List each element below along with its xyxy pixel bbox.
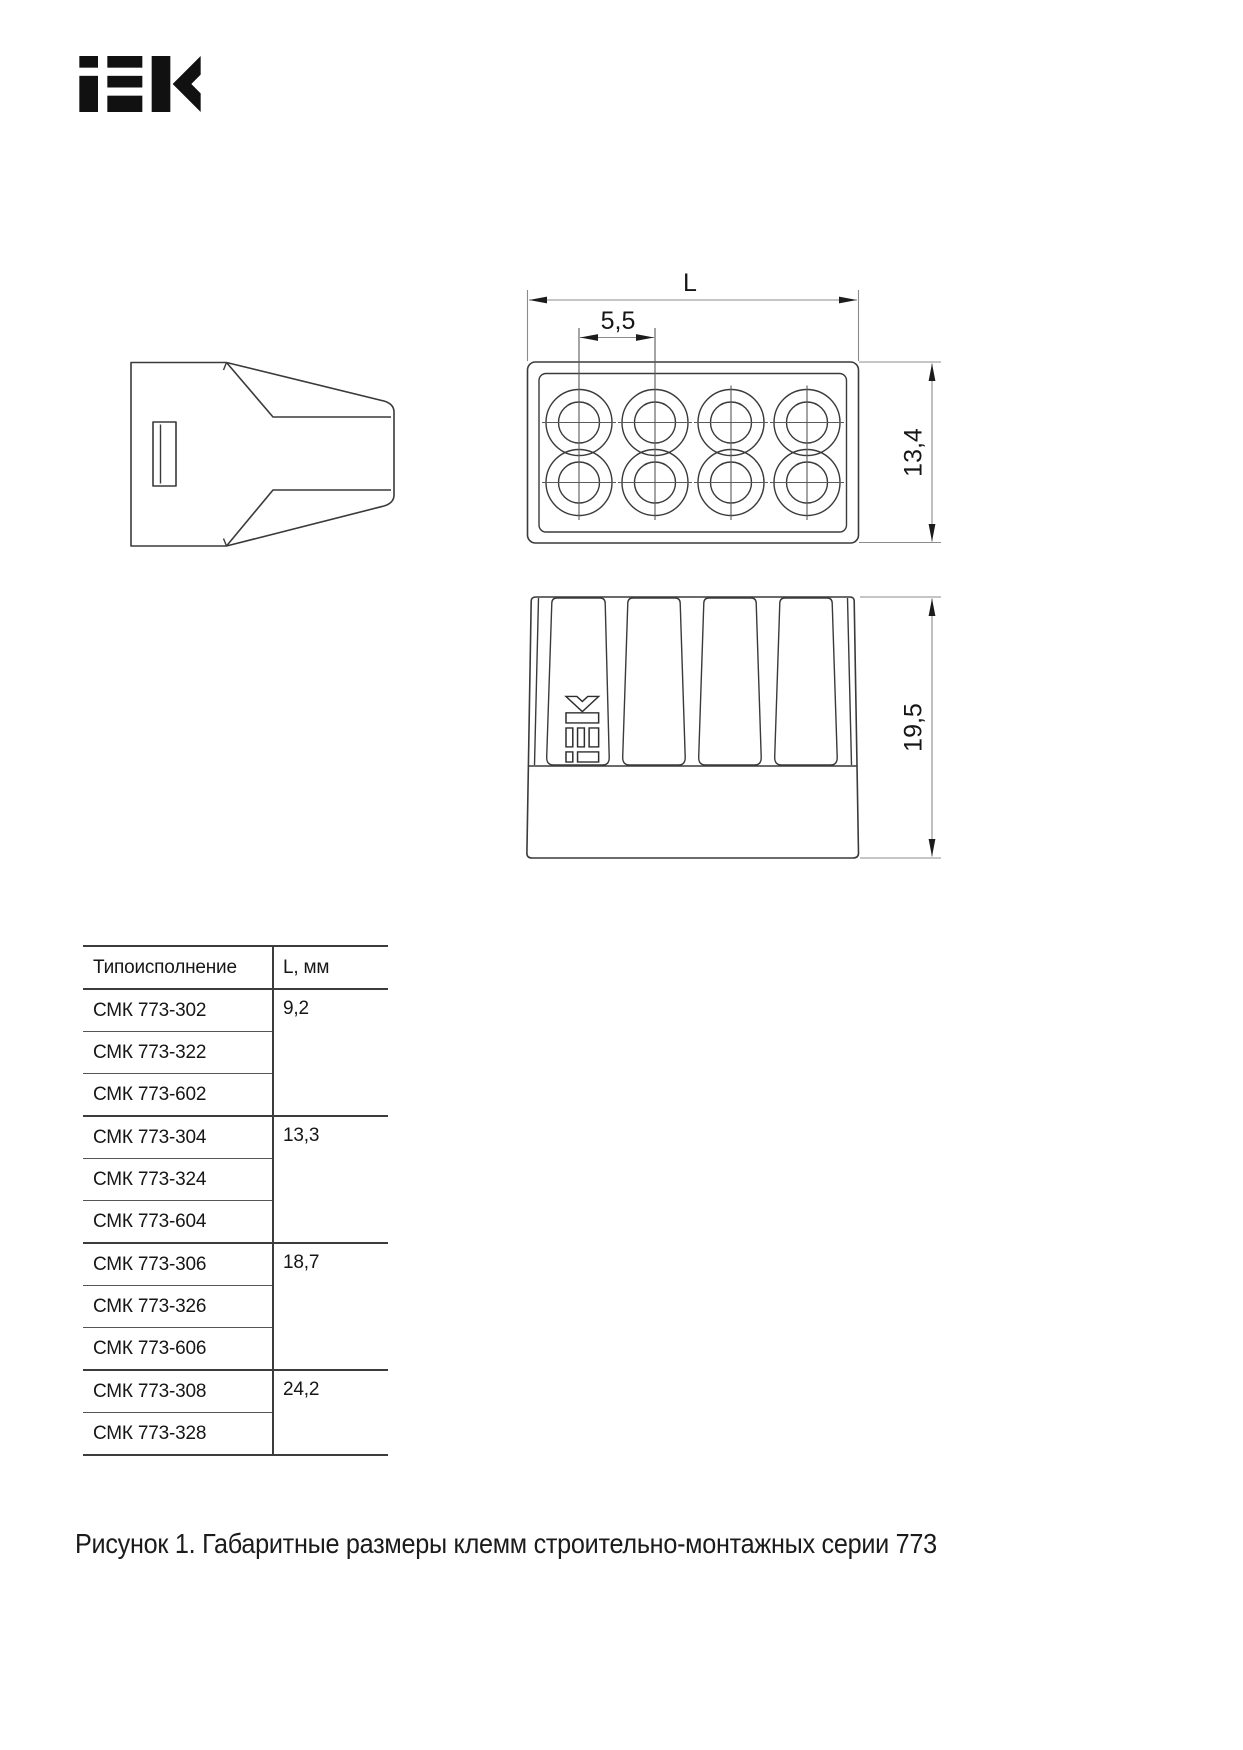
- table-row: [83, 1243, 388, 1286]
- table-row: [83, 1116, 388, 1159]
- table-row: [83, 1370, 388, 1413]
- front-view-drawing: [527, 597, 859, 858]
- wire-slot: [153, 422, 176, 486]
- dim-top-width-label: 13,4: [899, 428, 928, 477]
- dimension-top-width: [859, 362, 941, 543]
- model-cell: СМК 773-326: [83, 1286, 273, 1328]
- dim-front-height-label: 19,5: [899, 703, 928, 752]
- embossed-iek-logo: [566, 696, 599, 762]
- terminal-holes: [542, 328, 844, 520]
- dimension-hole-pitch: [580, 307, 654, 341]
- length-cell: 18,7: [273, 1243, 388, 1370]
- model-cell: СМК 773-306: [83, 1243, 273, 1286]
- dim-hole-pitch-label: 5,5: [600, 307, 636, 335]
- model-cell: СМК 773-308: [83, 1370, 273, 1413]
- length-cell: 13,3: [273, 1116, 388, 1243]
- model-cell: СМК 773-604: [83, 1201, 273, 1244]
- header-length: L, мм: [273, 946, 388, 989]
- top-view-drawing: [528, 328, 859, 543]
- dim-length-label: L: [683, 269, 697, 297]
- dimensions-table: [83, 945, 388, 1456]
- model-cell: СМК 773-304: [83, 1116, 273, 1159]
- side-view-drawing: [131, 363, 394, 547]
- model-cell: СМК 773-602: [83, 1074, 273, 1117]
- dimension-length: [528, 269, 859, 361]
- model-cell: СМК 773-322: [83, 1032, 273, 1074]
- model-cell: СМК 773-328: [83, 1413, 273, 1456]
- model-cell: СМК 773-606: [83, 1328, 273, 1371]
- dimension-front-height: [860, 597, 941, 858]
- figure-caption: Рисунок 1. Габаритные размеры клемм строительно-монтажных серии 773: [75, 1528, 937, 1559]
- table-header-row: [83, 946, 388, 989]
- length-cell: 9,2: [273, 989, 388, 1116]
- length-cell: 24,2: [273, 1370, 388, 1455]
- model-cell: СМК 773-324: [83, 1159, 273, 1201]
- header-type: Типоисполнение: [83, 946, 273, 989]
- model-cell: СМК 773-302: [83, 989, 273, 1032]
- table-row: [83, 989, 388, 1032]
